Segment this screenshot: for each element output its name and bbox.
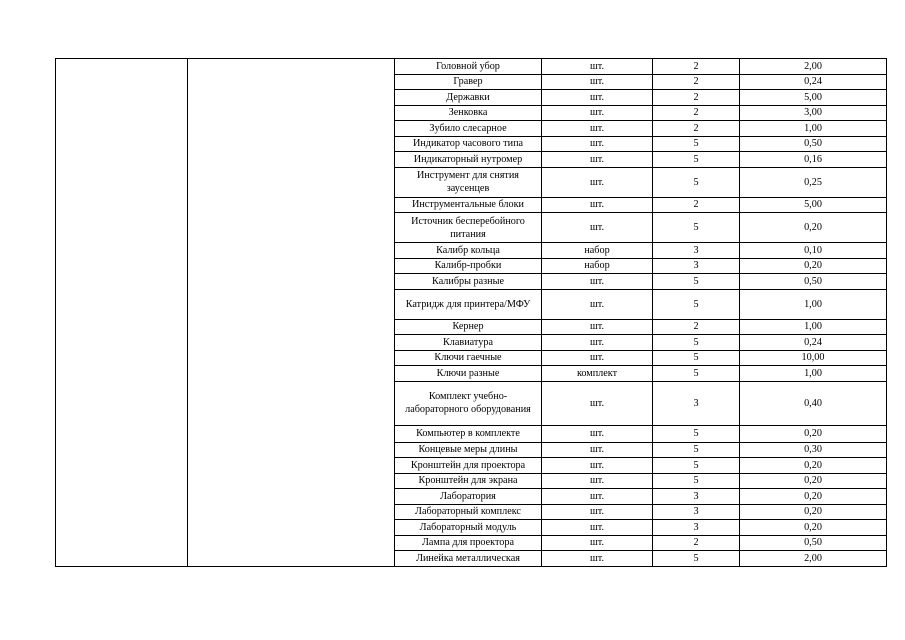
unit-cell: шт. (542, 105, 653, 121)
value-cell: 1,00 (740, 366, 887, 382)
unit-cell: шт. (542, 136, 653, 152)
quantity-cell: 2 (653, 74, 740, 90)
item-name-cell: Зубило слесарное (395, 121, 542, 137)
unit-cell: комплект (542, 366, 653, 382)
unit-cell: шт. (542, 289, 653, 319)
unit-cell: набор (542, 243, 653, 259)
equipment-table-body (56, 59, 887, 567)
item-name-cell: Индикатор часового типа (395, 136, 542, 152)
unit-cell: шт. (542, 121, 653, 137)
item-name-cell: Лабораторный модуль (395, 520, 542, 536)
quantity-cell: 5 (653, 458, 740, 474)
value-cell: 0,20 (740, 504, 887, 520)
unit-cell: шт. (542, 473, 653, 489)
quantity-cell: 3 (653, 243, 740, 259)
item-name-cell: Ключи гаечные (395, 350, 542, 366)
value-cell: 0,20 (740, 520, 887, 536)
value-cell: 2,00 (740, 59, 887, 75)
item-name-cell: Комплект учебно-лабораторного оборудования (395, 381, 542, 425)
unit-cell: шт. (542, 350, 653, 366)
unit-cell: шт. (542, 535, 653, 551)
equipment-table (55, 58, 887, 567)
value-cell: 0,20 (740, 213, 887, 243)
item-name-cell: Лабораторный комплекс (395, 504, 542, 520)
value-cell: 1,00 (740, 319, 887, 335)
unit-cell: шт. (542, 197, 653, 213)
value-cell: 0,20 (740, 473, 887, 489)
quantity-cell: 5 (653, 551, 740, 567)
item-name-cell: Лампа для проектора (395, 535, 542, 551)
unit-cell: шт. (542, 442, 653, 458)
value-cell: 0,24 (740, 74, 887, 90)
item-name-cell: Инструмент для снятия заусенцев (395, 167, 542, 197)
quantity-cell: 3 (653, 381, 740, 425)
quantity-cell: 2 (653, 535, 740, 551)
value-cell: 0,40 (740, 381, 887, 425)
item-name-cell: Державки (395, 90, 542, 106)
item-name-cell: Инструментальные блоки (395, 197, 542, 213)
section-title-cell (188, 59, 395, 567)
value-cell: 0,20 (740, 489, 887, 505)
item-name-cell: Катридж для принтера/МФУ (395, 289, 542, 319)
value-cell: 0,30 (740, 442, 887, 458)
item-name-cell: Калибр-пробки (395, 258, 542, 274)
quantity-cell: 2 (653, 59, 740, 75)
item-name-cell: Кронштейн для проектора (395, 458, 542, 474)
value-cell: 1,00 (740, 121, 887, 137)
item-name-cell: Источник бесперебойного питания (395, 213, 542, 243)
quantity-cell: 2 (653, 121, 740, 137)
quantity-cell: 5 (653, 335, 740, 351)
item-name-cell: Калибр кольца (395, 243, 542, 259)
quantity-cell: 5 (653, 274, 740, 290)
unit-cell: шт. (542, 74, 653, 90)
value-cell: 10,00 (740, 350, 887, 366)
quantity-cell: 5 (653, 289, 740, 319)
item-name-cell: Линейка металлическая (395, 551, 542, 567)
table-row (56, 59, 887, 75)
value-cell: 0,50 (740, 274, 887, 290)
quantity-cell: 2 (653, 319, 740, 335)
unit-cell: шт. (542, 381, 653, 425)
quantity-cell: 2 (653, 90, 740, 106)
quantity-cell: 5 (653, 213, 740, 243)
unit-cell: шт. (542, 167, 653, 197)
item-name-cell: Головной убор (395, 59, 542, 75)
quantity-cell: 3 (653, 258, 740, 274)
item-name-cell: Ключи разные (395, 366, 542, 382)
value-cell: 2,00 (740, 551, 887, 567)
quantity-cell: 5 (653, 350, 740, 366)
item-name-cell: Компьютер в комплекте (395, 425, 542, 442)
item-name-cell: Гравер (395, 74, 542, 90)
unit-cell: шт. (542, 274, 653, 290)
value-cell: 5,00 (740, 197, 887, 213)
quantity-cell: 5 (653, 473, 740, 489)
value-cell: 0,20 (740, 425, 887, 442)
item-name-cell: Лаборатория (395, 489, 542, 505)
unit-cell: набор (542, 258, 653, 274)
quantity-cell: 5 (653, 167, 740, 197)
quantity-cell: 2 (653, 105, 740, 121)
section-number-cell (56, 59, 188, 567)
quantity-cell: 2 (653, 197, 740, 213)
quantity-cell: 5 (653, 136, 740, 152)
item-name-cell: Индикаторный нутромер (395, 152, 542, 168)
unit-cell: шт. (542, 520, 653, 536)
quantity-cell: 5 (653, 366, 740, 382)
item-name-cell: Концевые меры длины (395, 442, 542, 458)
unit-cell: шт. (542, 425, 653, 442)
value-cell: 5,00 (740, 90, 887, 106)
value-cell: 0,20 (740, 258, 887, 274)
quantity-cell: 3 (653, 489, 740, 505)
value-cell: 0,20 (740, 458, 887, 474)
unit-cell: шт. (542, 489, 653, 505)
unit-cell: шт. (542, 59, 653, 75)
item-name-cell: Кронштейн для экрана (395, 473, 542, 489)
value-cell: 0,10 (740, 243, 887, 259)
value-cell: 0,16 (740, 152, 887, 168)
unit-cell: шт. (542, 152, 653, 168)
value-cell: 1,00 (740, 289, 887, 319)
value-cell: 0,50 (740, 535, 887, 551)
value-cell: 0,24 (740, 335, 887, 351)
quantity-cell: 5 (653, 425, 740, 442)
quantity-cell: 5 (653, 152, 740, 168)
item-name-cell: Клавиатура (395, 335, 542, 351)
value-cell: 3,00 (740, 105, 887, 121)
quantity-cell: 3 (653, 520, 740, 536)
unit-cell: шт. (542, 504, 653, 520)
unit-cell: шт. (542, 213, 653, 243)
item-name-cell: Кернер (395, 319, 542, 335)
unit-cell: шт. (542, 551, 653, 567)
quantity-cell: 5 (653, 442, 740, 458)
item-name-cell: Зенковка (395, 105, 542, 121)
value-cell: 0,25 (740, 167, 887, 197)
unit-cell: шт. (542, 90, 653, 106)
quantity-cell: 3 (653, 504, 740, 520)
unit-cell: шт. (542, 319, 653, 335)
value-cell: 0,50 (740, 136, 887, 152)
unit-cell: шт. (542, 458, 653, 474)
item-name-cell: Калибры разные (395, 274, 542, 290)
unit-cell: шт. (542, 335, 653, 351)
